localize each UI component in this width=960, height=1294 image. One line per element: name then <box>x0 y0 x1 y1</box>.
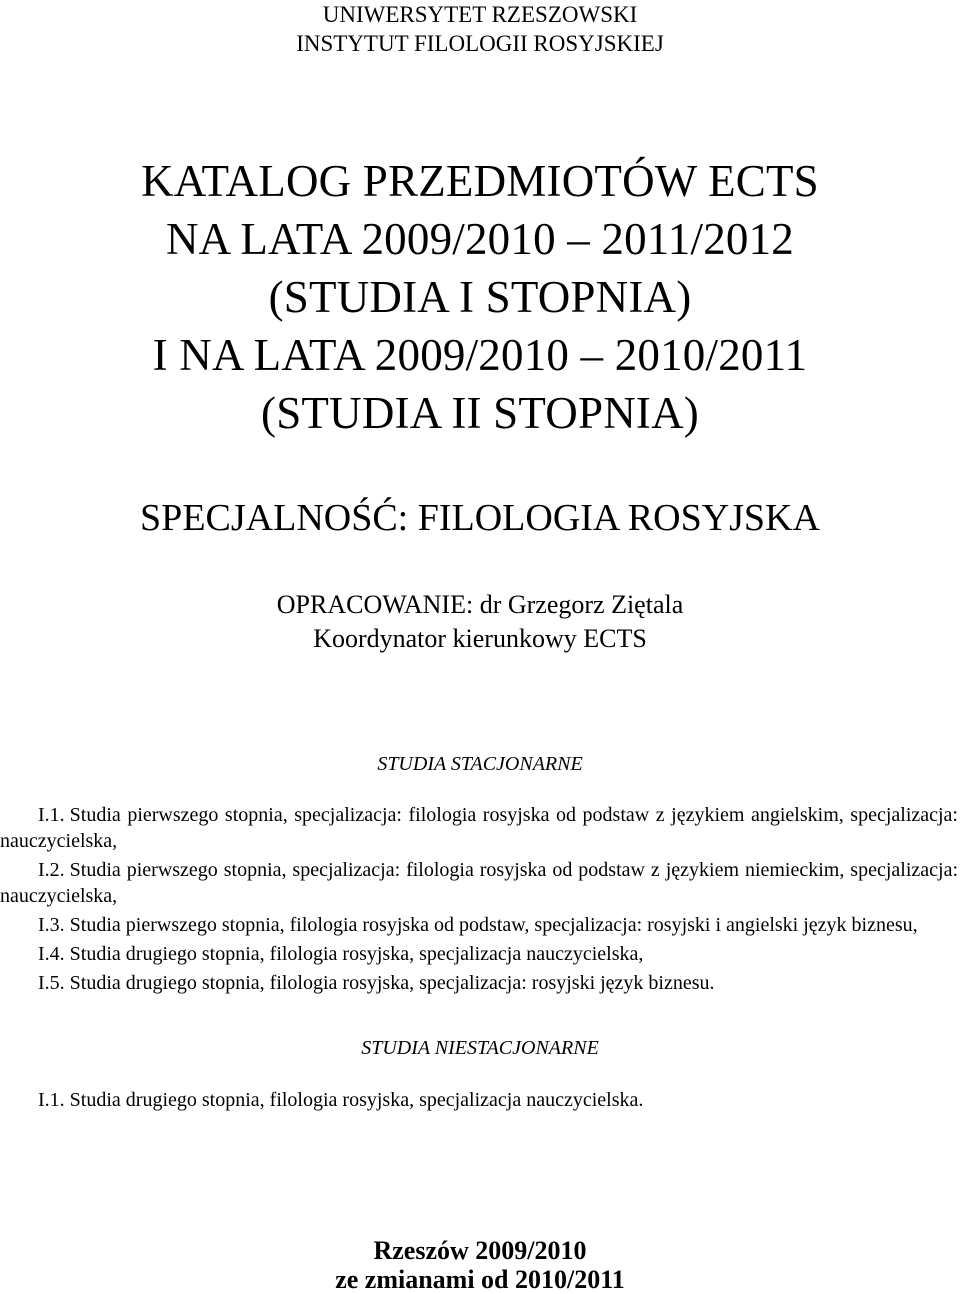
item-text: Studia drugiego stopnia, filologia rosyjska, specjalizacja: rosyjski język biznesu. <box>69 972 715 994</box>
place-and-year: Rzeszów 2009/2010 <box>373 1236 587 1265</box>
item-text: Studia drugiego stopnia, filologia rosyjska, specjalizacja nauczycielska. <box>69 1089 644 1111</box>
part-time-program-list <box>0 1087 958 1116</box>
item-text: Studia pierwszego stopnia, specjalizacja: filologia rosyjska od podstaw z językiem niemieckim, specjalizacja: nauczycielska, <box>0 859 958 907</box>
list-item <box>0 1087 958 1113</box>
author-role: Koordynator kierunkowy ECTS <box>313 624 647 653</box>
title-line: NA LATA 2009/2010 – 2011/2012 <box>165 214 795 264</box>
item-code: I.3. <box>38 914 65 936</box>
catalog-title <box>0 152 960 442</box>
university-name: UNIWERSYTET RZESZOWSKI <box>322 2 638 27</box>
item-text: Studia pierwszego stopnia, filologia rosyjska od podstaw, specjalizacja: rosyjski i angielski język biznesu, <box>69 914 918 936</box>
prepared-by: OPRACOWANIE: dr Grzegorz Ziętala <box>276 590 684 619</box>
list-item <box>0 857 958 909</box>
section-heading-full-time: STUDIA STACJONARNE <box>377 753 583 775</box>
item-code: I.2. <box>38 859 65 881</box>
list-item <box>0 802 958 854</box>
document-footer <box>0 1236 960 1294</box>
author-block <box>0 588 960 656</box>
changes-note: ze zmianami od 2010/2011 <box>335 1265 625 1294</box>
full-time-program-list <box>0 802 958 999</box>
list-item <box>0 941 958 967</box>
title-line: I NA LATA 2009/2010 – 2010/2011 <box>152 330 808 380</box>
item-text: Studia pierwszego stopnia, specjalizacja: filologia rosyjska od podstaw z językiem angielskim, specjalizacja: nauczycielska, <box>0 804 958 852</box>
specialty-heading: SPECJALNOŚĆ: FILOLOGIA ROSYJSKA <box>140 497 820 539</box>
document-header <box>0 0 960 58</box>
section-heading-part-time: STUDIA NIESTACJONARNE <box>361 1037 599 1059</box>
institute-name: INSTYTUT FILOLOGII ROSYJSKIEJ <box>296 31 664 56</box>
item-code: I.4. <box>38 943 65 965</box>
item-code: I.1. <box>38 804 65 826</box>
list-item <box>0 970 958 996</box>
item-text: Studia drugiego stopnia, filologia rosyjska, specjalizacja nauczycielska, <box>69 943 644 965</box>
title-line: KATALOG PRZEDMIOTÓW ECTS <box>141 156 819 206</box>
title-line: (STUDIA I STOPNIA) <box>268 272 692 322</box>
item-code: I.1. <box>38 1089 65 1111</box>
item-code: I.5. <box>38 972 65 994</box>
list-item <box>0 912 958 938</box>
title-line: (STUDIA II STOPNIA) <box>261 388 699 438</box>
